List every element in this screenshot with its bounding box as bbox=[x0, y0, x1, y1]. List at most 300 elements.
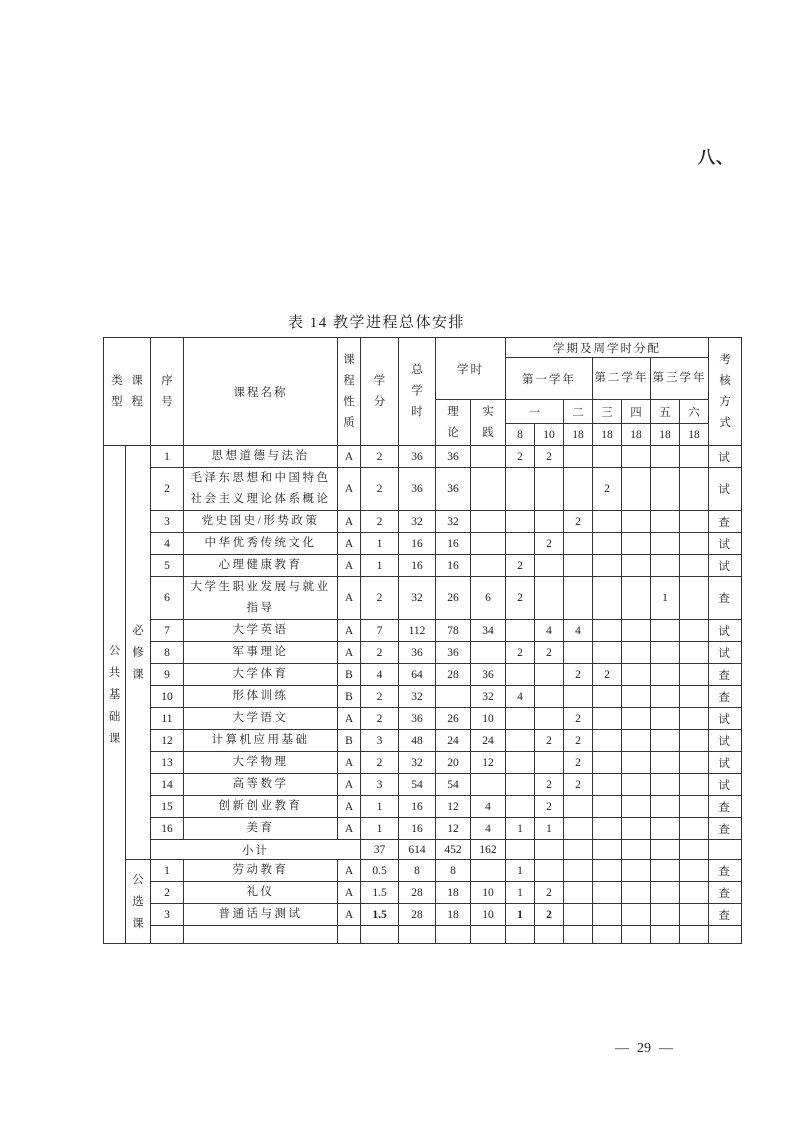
cell-sem-5 bbox=[622, 796, 651, 818]
table-row bbox=[104, 752, 742, 774]
cell-sem-3: 2 bbox=[564, 664, 593, 686]
cell-sem-3: 2 bbox=[564, 774, 593, 796]
cell-sem-4 bbox=[593, 533, 622, 555]
cell-nature: A bbox=[338, 860, 361, 882]
header-weeks-3: 18 bbox=[564, 424, 593, 446]
cell-practice: 12 bbox=[471, 752, 506, 774]
header-course-type-right: 课程 bbox=[131, 374, 143, 408]
cell-course-name: 中华优秀传统文化 bbox=[184, 533, 338, 555]
header-year-3: 第三学年 bbox=[651, 358, 709, 400]
cell-sem-1: 1 bbox=[506, 818, 535, 840]
cell-sem-4 bbox=[593, 686, 622, 708]
cell-theory: 18 bbox=[436, 904, 471, 926]
cell-sem-4 bbox=[593, 642, 622, 664]
cell-nature: B bbox=[338, 664, 361, 686]
cell-sem-7 bbox=[680, 882, 709, 904]
cell-sem-2: 2 bbox=[535, 446, 564, 468]
cell-total-hours: 64 bbox=[399, 664, 436, 686]
subtotal-theory: 452 bbox=[436, 840, 471, 860]
cell-sem-1: 4 bbox=[506, 686, 535, 708]
empty-row bbox=[104, 926, 742, 944]
cell-sem-5 bbox=[622, 708, 651, 730]
cell-nature: A bbox=[338, 818, 361, 840]
header-sem-2: 二 bbox=[564, 400, 593, 424]
header-course-name: 课程名称 bbox=[184, 338, 338, 446]
cell-sem-3 bbox=[564, 882, 593, 904]
table-row bbox=[104, 774, 742, 796]
cell-sem-1: 2 bbox=[506, 555, 535, 577]
cell-sem-3 bbox=[564, 533, 593, 555]
subtotal-sem-7 bbox=[680, 840, 709, 860]
cell-sem-3: 2 bbox=[564, 730, 593, 752]
cell-sem-7 bbox=[680, 730, 709, 752]
cell-sem-6 bbox=[651, 620, 680, 642]
cell-sem-4 bbox=[593, 752, 622, 774]
cell-sem-2 bbox=[535, 708, 564, 730]
header-total-hours bbox=[399, 338, 436, 446]
cell-practice bbox=[471, 774, 506, 796]
cell-total-hours: 36 bbox=[399, 642, 436, 664]
cell-seq: 13 bbox=[151, 752, 184, 774]
cell-nature: A bbox=[338, 620, 361, 642]
cell-theory: 12 bbox=[436, 796, 471, 818]
cell-practice: 10 bbox=[471, 708, 506, 730]
cell-sem-2: 2 bbox=[535, 904, 564, 926]
cell-course-name: 毛泽东思想和中国特色社会主义理论体系概论 bbox=[184, 468, 338, 511]
cell-practice bbox=[471, 926, 506, 944]
subtotal-practice: 162 bbox=[471, 840, 506, 860]
cell-assessment: 查 bbox=[709, 577, 742, 620]
cell-sem-5 bbox=[622, 818, 651, 840]
cell-credits: 4 bbox=[361, 664, 399, 686]
teaching-schedule-table bbox=[103, 337, 742, 944]
cell-sem-2: 2 bbox=[535, 796, 564, 818]
cell-credits: 3 bbox=[361, 774, 399, 796]
cell-seq: 3 bbox=[151, 904, 184, 926]
subgroup-cell-label: 公选课 bbox=[132, 873, 144, 930]
header-sem-4: 四 bbox=[622, 400, 651, 424]
cell-nature: B bbox=[338, 686, 361, 708]
cell-sem-1: 2 bbox=[506, 642, 535, 664]
header-weeks-2: 10 bbox=[535, 424, 564, 446]
cell-sem-1: 1 bbox=[506, 882, 535, 904]
cell-nature: A bbox=[338, 446, 361, 468]
course-type-stacks bbox=[104, 371, 150, 413]
cell-assessment: 试 bbox=[709, 620, 742, 642]
cell-theory: 32 bbox=[436, 511, 471, 533]
cell-sem-3 bbox=[564, 642, 593, 664]
cell-sem-1: 1 bbox=[506, 904, 535, 926]
cell-credits: 2 bbox=[361, 577, 399, 620]
cell-sem-2: 2 bbox=[535, 774, 564, 796]
cell-sem-7 bbox=[680, 860, 709, 882]
table-row bbox=[104, 818, 742, 840]
cell-seq: 4 bbox=[151, 533, 184, 555]
cell-sem-3 bbox=[564, 904, 593, 926]
cell-total-hours: 28 bbox=[399, 882, 436, 904]
cell-sem-6 bbox=[651, 796, 680, 818]
cell-sem-5 bbox=[622, 730, 651, 752]
cell-credits: 2 bbox=[361, 686, 399, 708]
cell-course-name: 高等数学 bbox=[184, 774, 338, 796]
cell-sem-3 bbox=[564, 926, 593, 944]
header-practice-label: 实践 bbox=[482, 405, 494, 439]
cell-assessment: 查 bbox=[709, 882, 742, 904]
cell-sem-7 bbox=[680, 708, 709, 730]
header-assessment bbox=[709, 338, 742, 446]
cell-theory: 28 bbox=[436, 664, 471, 686]
cell-sem-7 bbox=[680, 752, 709, 774]
cell-credits bbox=[361, 926, 399, 944]
cell-total-hours: 36 bbox=[399, 468, 436, 511]
cell-sem-1 bbox=[506, 620, 535, 642]
cell-sem-6 bbox=[651, 664, 680, 686]
cell-sem-1 bbox=[506, 511, 535, 533]
cell-practice bbox=[471, 511, 506, 533]
table-row bbox=[104, 577, 742, 620]
cell-theory: 24 bbox=[436, 730, 471, 752]
table-row bbox=[104, 708, 742, 730]
cell-nature bbox=[338, 926, 361, 944]
cell-seq: 9 bbox=[151, 664, 184, 686]
table-row bbox=[104, 664, 742, 686]
cell-seq: 8 bbox=[151, 642, 184, 664]
cell-practice: 32 bbox=[471, 686, 506, 708]
cell-practice bbox=[471, 860, 506, 882]
page-number: 29 bbox=[637, 1041, 651, 1056]
cell-credits: 2 bbox=[361, 642, 399, 664]
cell-sem-3: 2 bbox=[564, 752, 593, 774]
header-assessment-label: 考核方式 bbox=[719, 353, 731, 429]
cell-seq: 1 bbox=[151, 446, 184, 468]
cell-nature: A bbox=[338, 468, 361, 511]
cell-total-hours bbox=[399, 926, 436, 944]
table-row bbox=[104, 511, 742, 533]
cell-seq: 7 bbox=[151, 620, 184, 642]
cell-course-name: 美育 bbox=[184, 818, 338, 840]
cell-theory bbox=[436, 686, 471, 708]
cell-sem-1 bbox=[506, 926, 535, 944]
table-row bbox=[104, 446, 742, 468]
cell-sem-6 bbox=[651, 730, 680, 752]
cell-theory: 26 bbox=[436, 708, 471, 730]
cell-sem-1: 2 bbox=[506, 577, 535, 620]
cell-total-hours: 8 bbox=[399, 860, 436, 882]
cell-theory: 12 bbox=[436, 818, 471, 840]
cell-sem-5 bbox=[622, 752, 651, 774]
table-row bbox=[104, 686, 742, 708]
cell-sem-5 bbox=[622, 642, 651, 664]
cell-sem-7 bbox=[680, 555, 709, 577]
cell-theory: 36 bbox=[436, 468, 471, 511]
cell-nature: A bbox=[338, 642, 361, 664]
cell-assessment: 试 bbox=[709, 555, 742, 577]
cell-sem-7 bbox=[680, 468, 709, 511]
header-course-type bbox=[104, 338, 151, 446]
cell-seq: 10 bbox=[151, 686, 184, 708]
cell-seq: 1 bbox=[151, 860, 184, 882]
cell-credits: 1 bbox=[361, 818, 399, 840]
cell-sem-5 bbox=[622, 555, 651, 577]
cell-nature: A bbox=[338, 882, 361, 904]
cell-sem-5 bbox=[622, 533, 651, 555]
cell-theory: 36 bbox=[436, 446, 471, 468]
cell-credits: 0.5 bbox=[361, 860, 399, 882]
cell-sem-3 bbox=[564, 860, 593, 882]
cell-total-hours: 48 bbox=[399, 730, 436, 752]
header-year-2: 第二学年 bbox=[593, 358, 651, 400]
cell-sem-5 bbox=[622, 577, 651, 620]
cell-theory: 16 bbox=[436, 555, 471, 577]
cell-credits: 2 bbox=[361, 446, 399, 468]
cell-sem-1 bbox=[506, 468, 535, 511]
cell-sem-4 bbox=[593, 708, 622, 730]
cell-sem-3 bbox=[564, 555, 593, 577]
cell-seq: 12 bbox=[151, 730, 184, 752]
cell-sem-1 bbox=[506, 533, 535, 555]
cell-sem-3: 2 bbox=[564, 511, 593, 533]
cell-sem-7 bbox=[680, 642, 709, 664]
cell-nature: A bbox=[338, 555, 361, 577]
cell-assessment: 试 bbox=[709, 730, 742, 752]
header-theory-label: 理论 bbox=[447, 405, 459, 439]
cell-sem-2 bbox=[535, 664, 564, 686]
cell-course-name: 计算机应用基础 bbox=[184, 730, 338, 752]
subtotal-sem-6 bbox=[651, 840, 680, 860]
header-theory bbox=[436, 400, 471, 446]
subtotal-sem-4 bbox=[593, 840, 622, 860]
cell-seq: 6 bbox=[151, 577, 184, 620]
cell-nature: A bbox=[338, 796, 361, 818]
cell-sem-6 bbox=[651, 468, 680, 511]
cell-credits: 2 bbox=[361, 708, 399, 730]
cell-sem-7 bbox=[680, 446, 709, 468]
cell-sem-4 bbox=[593, 860, 622, 882]
cell-sem-7 bbox=[680, 796, 709, 818]
cell-theory: 26 bbox=[436, 577, 471, 620]
table-row bbox=[104, 860, 742, 882]
cell-credits: 1 bbox=[361, 555, 399, 577]
cell-sem-6 bbox=[651, 686, 680, 708]
cell-sem-2 bbox=[535, 577, 564, 620]
cell-sem-5 bbox=[622, 511, 651, 533]
cell-sem-2: 1 bbox=[535, 818, 564, 840]
cell-nature: A bbox=[338, 752, 361, 774]
cell-sem-2 bbox=[535, 468, 564, 511]
cell-theory: 20 bbox=[436, 752, 471, 774]
cell-sem-6 bbox=[651, 446, 680, 468]
cell-credits: 7 bbox=[361, 620, 399, 642]
cell-assessment: 试 bbox=[709, 708, 742, 730]
cell-practice bbox=[471, 533, 506, 555]
cell-sem-7 bbox=[680, 818, 709, 840]
cell-sem-3 bbox=[564, 446, 593, 468]
cell-practice bbox=[471, 555, 506, 577]
cell-assessment: 查 bbox=[709, 511, 742, 533]
cell-sem-1: 2 bbox=[506, 446, 535, 468]
header-practice bbox=[471, 400, 506, 446]
cell-sem-3 bbox=[564, 577, 593, 620]
cell-sem-4 bbox=[593, 926, 622, 944]
cell-sem-7 bbox=[680, 533, 709, 555]
cell-total-hours: 28 bbox=[399, 904, 436, 926]
cell-sem-4: 2 bbox=[593, 468, 622, 511]
header-weeks-4: 18 bbox=[593, 424, 622, 446]
header-weeks-5: 18 bbox=[622, 424, 651, 446]
cell-course-name: 大学物理 bbox=[184, 752, 338, 774]
cell-assessment: 查 bbox=[709, 686, 742, 708]
cell-sem-5 bbox=[622, 664, 651, 686]
cell-sem-4 bbox=[593, 511, 622, 533]
table-row bbox=[104, 882, 742, 904]
cell-theory bbox=[436, 926, 471, 944]
cell-sem-6 bbox=[651, 926, 680, 944]
header-sem-6: 六 bbox=[680, 400, 709, 424]
cell-sem-3 bbox=[564, 796, 593, 818]
cell-sem-3: 4 bbox=[564, 620, 593, 642]
cell-total-hours: 32 bbox=[399, 577, 436, 620]
cell-sem-5 bbox=[622, 774, 651, 796]
cell-seq: 14 bbox=[151, 774, 184, 796]
cell-practice bbox=[471, 446, 506, 468]
cell-assessment: 查 bbox=[709, 796, 742, 818]
header-year-1: 第一学年 bbox=[506, 358, 593, 400]
subtotal-sem-5 bbox=[622, 840, 651, 860]
cell-sem-4 bbox=[593, 577, 622, 620]
cell-sem-1 bbox=[506, 730, 535, 752]
header-seq bbox=[151, 338, 184, 446]
cell-practice: 10 bbox=[471, 904, 506, 926]
cell-sem-1 bbox=[506, 796, 535, 818]
cell-theory: 16 bbox=[436, 533, 471, 555]
header-seq-label: 序号 bbox=[161, 374, 173, 408]
cell-nature: A bbox=[338, 577, 361, 620]
cell-practice: 4 bbox=[471, 796, 506, 818]
cell-sem-4 bbox=[593, 620, 622, 642]
table-row bbox=[104, 642, 742, 664]
cell-sem-1 bbox=[506, 664, 535, 686]
cell-seq bbox=[151, 926, 184, 944]
subtotal-credits: 37 bbox=[361, 840, 399, 860]
cell-practice: 36 bbox=[471, 664, 506, 686]
cell-practice bbox=[471, 642, 506, 664]
cell-sem-6 bbox=[651, 642, 680, 664]
page-number-footer bbox=[594, 1041, 694, 1057]
table-row bbox=[104, 904, 742, 926]
cell-seq: 3 bbox=[151, 511, 184, 533]
cell-sem-7 bbox=[680, 926, 709, 944]
cell-sem-4 bbox=[593, 730, 622, 752]
cell-sem-1 bbox=[506, 774, 535, 796]
header-credits-label: 学分 bbox=[373, 374, 386, 408]
footer-dash-right: — bbox=[659, 1041, 673, 1056]
cell-sem-6 bbox=[651, 774, 680, 796]
cell-credits: 1.5 bbox=[361, 904, 399, 926]
cell-sem-6 bbox=[651, 511, 680, 533]
cell-total-hours: 16 bbox=[399, 818, 436, 840]
cell-credits: 1.5 bbox=[361, 882, 399, 904]
cell-sem-5 bbox=[622, 926, 651, 944]
cell-sem-2 bbox=[535, 555, 564, 577]
cell-theory: 54 bbox=[436, 774, 471, 796]
cell-credits: 1 bbox=[361, 533, 399, 555]
subtotal-label: 小计 bbox=[151, 840, 361, 860]
cell-total-hours: 36 bbox=[399, 446, 436, 468]
subtotal-total-hours: 614 bbox=[399, 840, 436, 860]
cell-sem-6 bbox=[651, 818, 680, 840]
cell-sem-7 bbox=[680, 620, 709, 642]
subtotal-sem-1 bbox=[506, 840, 535, 860]
cell-sem-6: 1 bbox=[651, 577, 680, 620]
cell-sem-5 bbox=[622, 620, 651, 642]
subgroup-cell bbox=[126, 446, 151, 860]
cell-sem-7 bbox=[680, 904, 709, 926]
cell-sem-2: 4 bbox=[535, 620, 564, 642]
cell-sem-2: 2 bbox=[535, 642, 564, 664]
header-weeks-1: 8 bbox=[506, 424, 535, 446]
cell-assessment: 试 bbox=[709, 774, 742, 796]
cell-sem-4 bbox=[593, 446, 622, 468]
cell-sem-7 bbox=[680, 511, 709, 533]
table-row bbox=[104, 533, 742, 555]
cell-assessment: 试 bbox=[709, 446, 742, 468]
cell-credits: 3 bbox=[361, 730, 399, 752]
cell-practice: 10 bbox=[471, 882, 506, 904]
cell-sem-6 bbox=[651, 533, 680, 555]
cell-seq: 16 bbox=[151, 818, 184, 840]
category-cell-label: 公共基础课 bbox=[108, 644, 121, 745]
cell-total-hours: 36 bbox=[399, 708, 436, 730]
header-course-nature bbox=[338, 338, 361, 446]
cell-assessment: 试 bbox=[709, 468, 742, 511]
cell-sem-2 bbox=[535, 926, 564, 944]
table-title: 表 14 教学进程总体安排 bbox=[288, 315, 466, 331]
cell-sem-6 bbox=[651, 904, 680, 926]
cell-nature: A bbox=[338, 533, 361, 555]
cell-course-name: 军事理论 bbox=[184, 642, 338, 664]
cell-credits: 1 bbox=[361, 796, 399, 818]
cell-theory: 36 bbox=[436, 642, 471, 664]
cell-practice: 4 bbox=[471, 818, 506, 840]
cell-theory: 78 bbox=[436, 620, 471, 642]
cell-sem-1: 1 bbox=[506, 860, 535, 882]
cell-assessment: 试 bbox=[709, 642, 742, 664]
cell-sem-4 bbox=[593, 774, 622, 796]
cell-sem-4 bbox=[593, 904, 622, 926]
table-row bbox=[104, 555, 742, 577]
cell-sem-4 bbox=[593, 882, 622, 904]
cell-sem-1 bbox=[506, 752, 535, 774]
cell-nature: B bbox=[338, 730, 361, 752]
subtotal-assessment bbox=[709, 840, 742, 860]
header-semester-distribution: 学期及周学时分配 bbox=[506, 338, 709, 358]
cell-course-name: 大学生职业发展与就业指导 bbox=[184, 577, 338, 620]
table-row bbox=[104, 468, 742, 511]
cell-total-hours: 32 bbox=[399, 686, 436, 708]
cell-theory: 18 bbox=[436, 882, 471, 904]
cell-sem-7 bbox=[680, 664, 709, 686]
cell-practice: 6 bbox=[471, 577, 506, 620]
cell-assessment: 查 bbox=[709, 904, 742, 926]
cell-practice bbox=[471, 468, 506, 511]
footer-dash-left: — bbox=[615, 1041, 629, 1056]
cell-sem-7 bbox=[680, 686, 709, 708]
cell-course-name: 大学英语 bbox=[184, 620, 338, 642]
cell-total-hours: 54 bbox=[399, 774, 436, 796]
cell-seq: 15 bbox=[151, 796, 184, 818]
cell-course-name: 普通话与测试 bbox=[184, 904, 338, 926]
cell-seq: 2 bbox=[151, 882, 184, 904]
